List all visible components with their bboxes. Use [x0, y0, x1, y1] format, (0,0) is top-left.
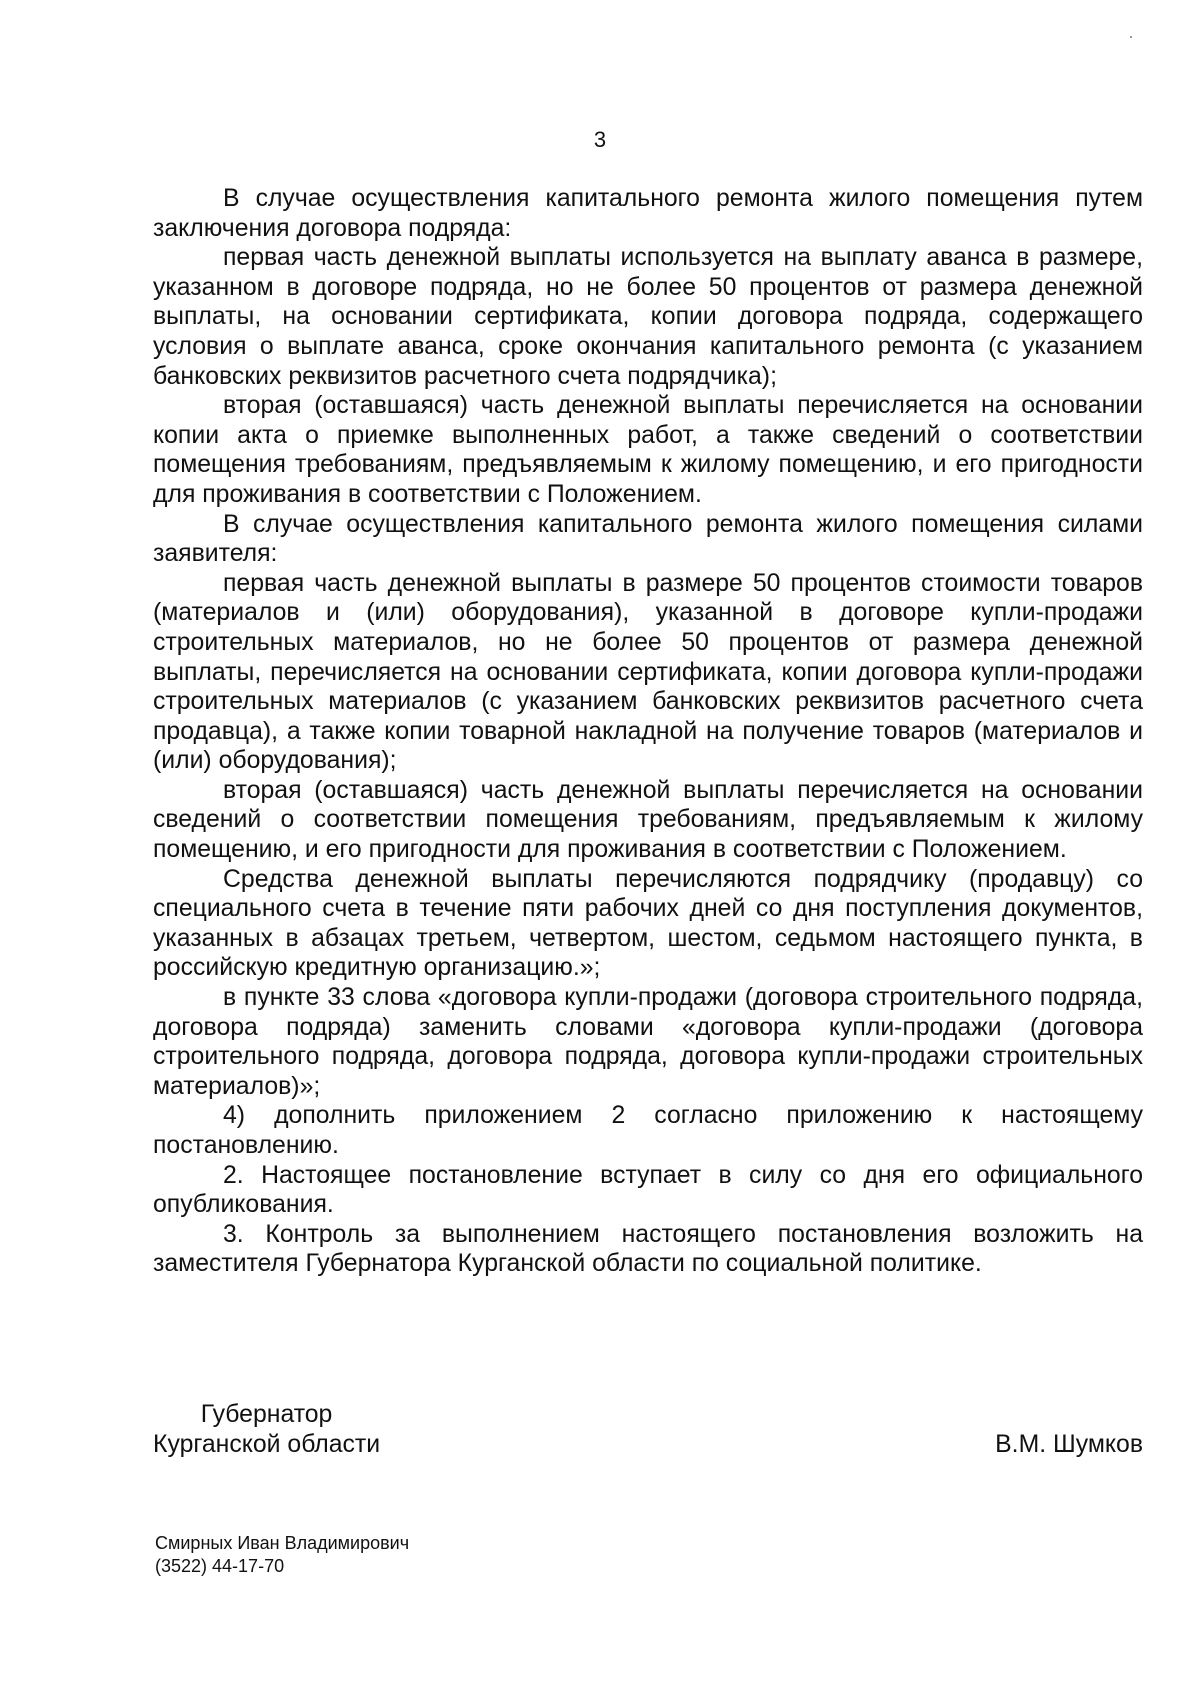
executor-name: Смирных Иван Владимирович: [155, 1533, 410, 1553]
scan-artifact-dot: [1130, 36, 1132, 38]
paragraph: вторая (оставшаяся) часть денежной выплаты перечисляется на основании копии акта о приемке выполненных работ, а также сведений о соответствии помещения требованиям, предъявляемым к жилому помещению, и его пригодности для проживания в соответствии с Положением.: [153, 392, 1143, 508]
page-number: 3: [593, 127, 607, 152]
paragraph: 4) дополнить приложением 2 согласно приложению к настоящему постановлению.: [153, 1102, 1143, 1159]
paragraph: Средства денежной выплаты перечисляются подрядчику (продавцу) со специального счета в течение пяти рабочих дней со дня поступления документов, указанных в абзацах третьем, четвертом, шестом, седьмом настоящего пункта, в российскую кредитную организацию.»;: [153, 865, 1143, 982]
signature-block: [153, 1400, 1143, 1470]
signatory-title-line2: Курганской области: [153, 1430, 381, 1458]
paragraph: В случае осуществления капитального ремонта жилого помещения силами заявителя:: [153, 510, 1143, 568]
paragraph: 2. Настоящее постановление вступает в силу со дня его официального опубликования.: [153, 1161, 1143, 1219]
paragraph: В случае осуществления капитального ремонта жилого помещения путем заключения договора подряда:: [153, 185, 1143, 242]
executor-phone: (3522) 44-17-70: [155, 1556, 285, 1576]
document-body: [153, 184, 1143, 1279]
paragraph: первая часть денежной выплаты используется на выплату аванса в размере, указанном в договоре подряда, но не более 50 процентов от размера денежной выплаты, на основании сертификата, копии договора подряда, содержащего условия о выплате аванса, сроке окончания капитального ремонта (с указанием банковских реквизитов расчетного счета подрядчика);: [153, 244, 1143, 390]
paragraph: вторая (оставшаяся) часть денежной выплаты перечисляется на основании сведений о соответствии помещения требованиям, предъявляемым к жилому помещению, и его пригодности для проживания в соответствии с Положением.: [153, 776, 1143, 864]
executor-info: [155, 1532, 409, 1578]
paragraph: в пункте 33 слова «договора купли-продажи (договора строительного подряда, договора подряда) заменить словами «договора купли-продажи (договора строительного подряда, договора подряда, договора купли-продажи строительных материалов)»;: [153, 984, 1143, 1100]
paragraph: первая часть денежной выплаты в размере 50 процентов стоимости товаров (материалов и (или) оборудования), указанной в договоре купли-продажи строительных материалов, но не более 50 процентов от размера денежной выплаты, перечисляется на основании сертификата, копии договора купли-продажи строительных материалов (с указанием банковских реквизитов расчетного счета продавца), а также копии товарной накладной на получение товаров (материалов и (или) оборудования);: [153, 569, 1143, 775]
signatory-title: [153, 1400, 380, 1459]
signatory-title-line1: Губернатор: [200, 1401, 333, 1428]
signatory-name: В.М. Шумков: [995, 1430, 1143, 1458]
paragraph: 3. Контроль за выполнением настоящего постановления возложить на заместителя Губернатора Курганской области по социальной политике.: [153, 1220, 1143, 1278]
